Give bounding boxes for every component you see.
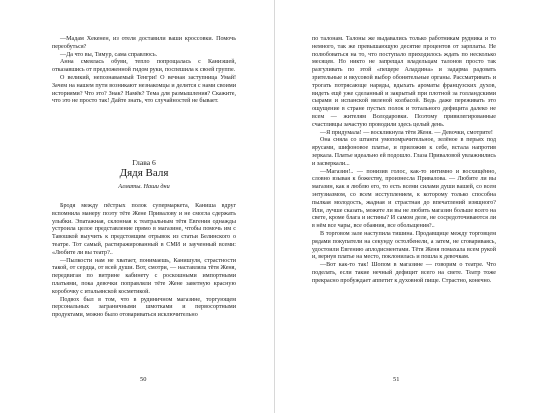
paragraph: Подвох был в том, что в рудиничном магазине, торгующем персональных заграничными шмотками и первосортными продуктами, можно было отовариваться исключительно [52, 296, 236, 319]
paragraph: В торговом зале наступила тишина. Продавщице между торговцем рядами покупатели на секунду остолбенели, а затем, не сговариваясь, удостоили Евгению аплодисментами. Тётя Женя помахала всем рукой и, вернув платье на место, поклонилась и пошла к девочкам. [312, 230, 496, 261]
paragraph: О великий, непознаваемый Тенгри! О вечная заступница Умай! Зачем на нашем пути возникают незнакомцы и делятся с нами своими историями? Что это? Знак? Намёк? Тема для размышления? Скажите, что это не просто так! Дайте знать, что случайностей не бывает. [52, 74, 236, 105]
chapter-title: Дядя Валя [119, 167, 169, 179]
page-number: 50 [140, 376, 147, 383]
paragraph: по талонам. Талоны же выдавались только работникам рудника и то немного, так же превышающую десятие процентов от зарплаты. Не полюбоваться на то, что поступало приходилось ждать по несколько месяцев. Но никто не запрещал владельцам талонов просто так разгуливать по этой «пещере Аладдина» и задарма радовать зрительные и вкусовой выбор обонятельные органы. Рассматривать и трогать потрясающе наряды, вдыхать ароматы французских духов, видеть ещё уже сделанный и закрытый при плотной за голландскими сырами и испанской вяленой колбасой. Ведь даже переживать это ощущение в стране пустых полок и тотального дефицита далеко не всем — жителям Володаровки. Поэтому привилегированные счастливцы зачастую проводили здесь целый день. [312, 36, 496, 128]
paragraph: —Я придумала! — воскликнула тётя Женя. — Девочки, смотрите! [320, 129, 493, 136]
chapter-subtitle: Алматы. Наши дни [118, 183, 170, 190]
paragraph: —Магазин!.. — понизив голос, как-то интимно и восхищённо, словно взывая к божеству, произнесла Привалова. — Любите ли вы магазин, как я люблю его, то есть всеми силами души вашей, со всем энтузиазмом, со всем исступлением, к которому только способна пылкая молодость, жадная и страстная до впечатлений изящного? Или, лучше сказать, можете ли вы не любить магазин больше всего на свете, кроме блага и истины? И самом деле, не сосредоточиваются ли в нём все чары, все обаяния, все обольщения?.. [312, 168, 496, 230]
paragraph: —Пылкости нам не хватает, понимаешь, Канишуля, страстности такой, от сердца, от всей души. Вот, смотри, — наставляла тётя Женя, передвигая по витрине кабинету с роскошными импортными платьями, пока девочки поправляли тёте Жене заветную красную коробочку с итальянской косметикой. [52, 257, 236, 295]
paragraph: Она сняла со штанги умопомрачительное, зелёное в перьях под ярусами, шифоновое платье, и приложив к себе, встала напротив зеркала. Платье идеально ей подошло. Глаза Привaловой увлажнились и засверкали... [312, 137, 496, 167]
left-text-block-2 [52, 203, 236, 320]
left-text-block-1 [52, 36, 236, 106]
paragraph: —Мадам Хекенен, из отеля доставили ваши кроссовки. Помочь переобуться? [52, 36, 236, 50]
chapter-number: Глава 6 [132, 158, 156, 167]
page-number: 51 [393, 376, 400, 383]
right-page [275, 0, 550, 413]
paragraph: —Вот как-то так! Шопом в магазине — говорим о театре. Что поделать, если такие нечный дефицит всего на свете. Театр тоже прекрасно пробуждает аппетит к духовной пище. Страстно, конечно. [312, 262, 496, 284]
paragraph: —Да что вы, Тимур, сама справлюсь. [60, 51, 158, 58]
paragraph: Бродя между пёстрых полок супермаркета, Каниша вдруг вспомнила манеру поэту тёте Жене Привалову и не смогла сдержать улыбки. Эпатажная, склонная к театральным тётя Евгения однажды устроила целое представление прямо в магазине, чтобы помочь им с Тавошкой выучить к предстоящим отрывок из статьи Белинского о театре. Тот самый, растиражированный в СМИ и заученный всеми: «Любите ли вы театр?.. [52, 203, 236, 256]
chapter-heading [52, 158, 236, 191]
right-text-block [312, 36, 496, 286]
paragraph: Анна смеялась обуви, тепло попрощалась с Каниэшей, отказавшись от предложенной гидом руки, поспешила к своей группе. [52, 59, 236, 74]
